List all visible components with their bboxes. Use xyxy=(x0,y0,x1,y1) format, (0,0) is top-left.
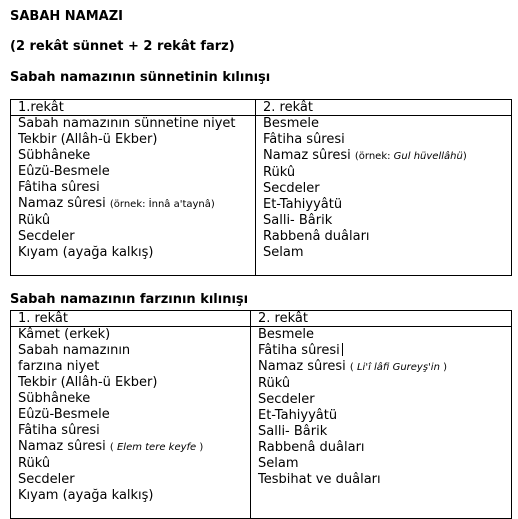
step-item: Selam xyxy=(263,245,304,260)
column-header-second-rakat: 2. rekât xyxy=(256,100,512,116)
table-row xyxy=(11,327,512,519)
sunnah-section-heading: Sabah namazının sünnetinin kılınışı xyxy=(10,70,271,85)
step-item: Tekbir (Allâh-ü Ekber) xyxy=(18,375,158,390)
text-cursor xyxy=(342,343,343,356)
sunnah-table xyxy=(10,99,512,276)
note-prefix: (örnek: xyxy=(354,151,391,162)
page-title: SABAH NAMAZI xyxy=(10,9,124,24)
step-item: Salli- Bârik xyxy=(258,424,328,439)
example-note: (örnek: İnnâ a'taynâ) xyxy=(109,199,215,210)
step-item: Tekbir (Allâh-ü Ekber) xyxy=(18,132,158,147)
step-label: Namaz sûresi xyxy=(18,439,106,454)
note-close: ) xyxy=(199,442,204,453)
first-rakat-steps xyxy=(11,327,251,519)
second-rakat-steps xyxy=(256,116,512,276)
note-close: ) xyxy=(443,362,448,373)
table-row xyxy=(11,116,512,276)
fard-table xyxy=(10,310,512,519)
fard-section-heading: Sabah namazının farzının kılınışı xyxy=(10,292,249,307)
step-item-with-note xyxy=(18,439,250,456)
note-suffix: ) xyxy=(462,151,467,162)
step-item: Fâtiha sûresi xyxy=(18,423,100,438)
step-item: Et-Tahiyyâtü xyxy=(263,197,343,212)
step-item: Tesbihat ve duâları xyxy=(258,472,381,487)
step-item: Secdeler xyxy=(258,392,315,407)
note-open: ( xyxy=(109,442,114,453)
step-item: Eûzü-Besmele xyxy=(18,164,110,179)
step-item: Secdeler xyxy=(18,472,75,487)
table-header-row xyxy=(11,100,512,116)
step-item: Kâmet (erkek) xyxy=(18,327,111,342)
note-open: ( xyxy=(349,362,354,373)
example-note xyxy=(350,362,447,373)
step-item: Rükû xyxy=(18,213,51,228)
step-item: Rükû xyxy=(18,456,51,471)
step-item-with-note xyxy=(258,359,511,376)
step-item: farzına niyet xyxy=(18,359,100,374)
step-item: Secdeler xyxy=(263,181,320,196)
step-item: Sabah namazının xyxy=(18,343,131,358)
column-header-first-rakat: 1. rekât xyxy=(11,311,251,327)
step-item: Kıyam (ayağa kalkış) xyxy=(18,488,154,503)
column-header-second-rakat: 2. rekât xyxy=(251,311,512,327)
step-item: Et-Tahiyyâtü xyxy=(258,408,338,423)
note-surah-name: Gul hüvellâhü xyxy=(393,151,463,162)
step-item: Sübhâneke xyxy=(18,148,91,163)
note-surah-name: Li'î lâfi Gureyş'in xyxy=(356,362,440,373)
step-item: Sübhâneke xyxy=(18,391,91,406)
step-item-with-caret xyxy=(258,343,511,359)
step-item: Sabah namazının sünnetine niyet xyxy=(18,116,236,131)
step-item: Rükû xyxy=(263,165,296,180)
example-note xyxy=(355,151,467,162)
step-item: Selam xyxy=(258,456,299,471)
step-item: Fâtiha sûresi xyxy=(18,180,100,195)
column-header-first-rakat: 1.rekât xyxy=(11,100,256,116)
step-item: Salli- Bârik xyxy=(263,213,333,228)
step-label: Fâtiha sûresi xyxy=(258,343,340,358)
second-rakat-steps xyxy=(251,327,512,519)
step-item: Fâtiha sûresi xyxy=(263,132,345,147)
step-item: Secdeler xyxy=(18,229,75,244)
table-header-row xyxy=(11,311,512,327)
step-item-with-note xyxy=(18,196,255,213)
step-item: Eûzü-Besmele xyxy=(18,407,110,422)
step-label: Namaz sûresi xyxy=(263,148,351,163)
step-item: Rükû xyxy=(258,376,291,391)
step-item-with-note xyxy=(263,148,511,165)
step-item: Kıyam (ayağa kalkış) xyxy=(18,245,154,260)
step-label: Namaz sûresi xyxy=(258,359,346,374)
note-surah-name: Elem tere keyfe xyxy=(116,442,197,453)
step-item: Besmele xyxy=(263,116,319,131)
step-label: Namaz sûresi xyxy=(18,196,106,211)
example-note xyxy=(110,442,203,453)
first-rakat-steps xyxy=(11,116,256,276)
step-item: Rabbenâ duâları xyxy=(263,229,370,244)
step-item: Rabbenâ duâları xyxy=(258,440,365,455)
page-subtitle: (2 rekât sünnet + 2 rekât farz) xyxy=(10,39,235,54)
step-item: Besmele xyxy=(258,327,314,342)
